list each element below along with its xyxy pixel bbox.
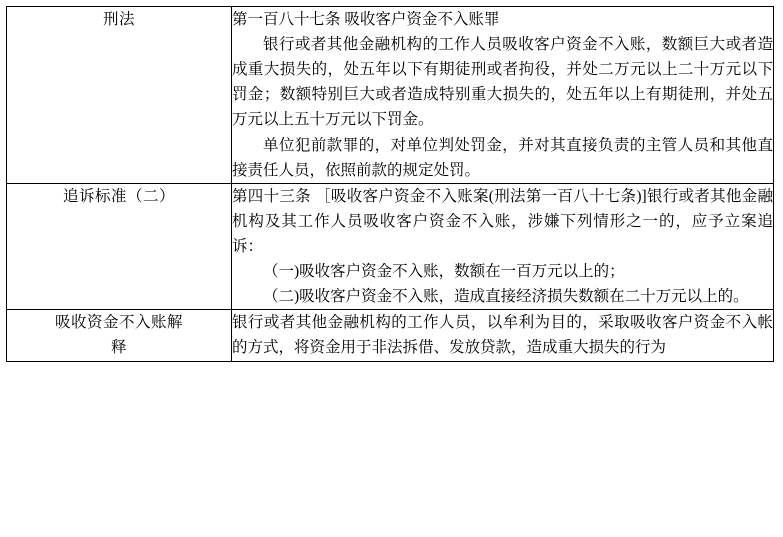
paragraph: 银行或者其他金融机构的工作人员吸收客户资金不入账，数额巨大或者造成重大损失的，处五年以下有期徒刑或者拘役，并处二万元以上二十万元以下罚金；数额特别巨大或者造成特别重大损失的，处五年以上有期徒刑，并处五万元以上五十万元以下罚金。: [232, 36, 773, 129]
table-row: [7, 310, 774, 361]
paragraph: （一)吸收客户资金不入账，数额在一百万元以上的；: [263, 263, 625, 281]
table-row: [7, 7, 774, 184]
row-label-text: 追诉标准（二）: [62, 187, 175, 205]
paragraph: （二)吸收客户资金不入账，造成直接经济损失数额在二十万元以上的。: [263, 288, 749, 306]
row-label-text-line-1: 吸收资金不入账解: [54, 314, 183, 332]
row-label-interpretation: [7, 310, 232, 361]
paragraph: 银行或者其他金融机构的工作人员，以牟利为目的，采取吸收客户资金不入帐的方式，将资金用于非法拆借、发放贷款，造成重大损失的行为: [232, 314, 773, 357]
law-provision-table: [6, 6, 774, 362]
row-body-prosecution-standard: [232, 183, 774, 310]
row-label-text-line-2: 释: [110, 339, 127, 357]
row-label-criminal-law: [7, 7, 232, 184]
row-label-text: 刑法: [102, 11, 135, 28]
paragraph: 第一百八十七条 吸收客户资金不入账罪: [232, 11, 500, 28]
row-body-interpretation: [232, 310, 774, 361]
paragraph: 单位犯前款罪的，对单位判处罚金，并对其直接负责的主管人员和其他直接责任人员，依照前款的规定处罚。: [232, 136, 773, 179]
row-label-prosecution-standard: [7, 183, 232, 310]
table-row: [7, 183, 774, 310]
row-body-criminal-law: [232, 7, 774, 184]
paragraph: 第四十三条 ［吸收客户资金不入账案(刑法第一百八十七条)]银行或者其他金融机构及其工作人员吸收客户资金不入账，涉嫌下列情形之一的，应予立案追诉：: [232, 187, 773, 255]
